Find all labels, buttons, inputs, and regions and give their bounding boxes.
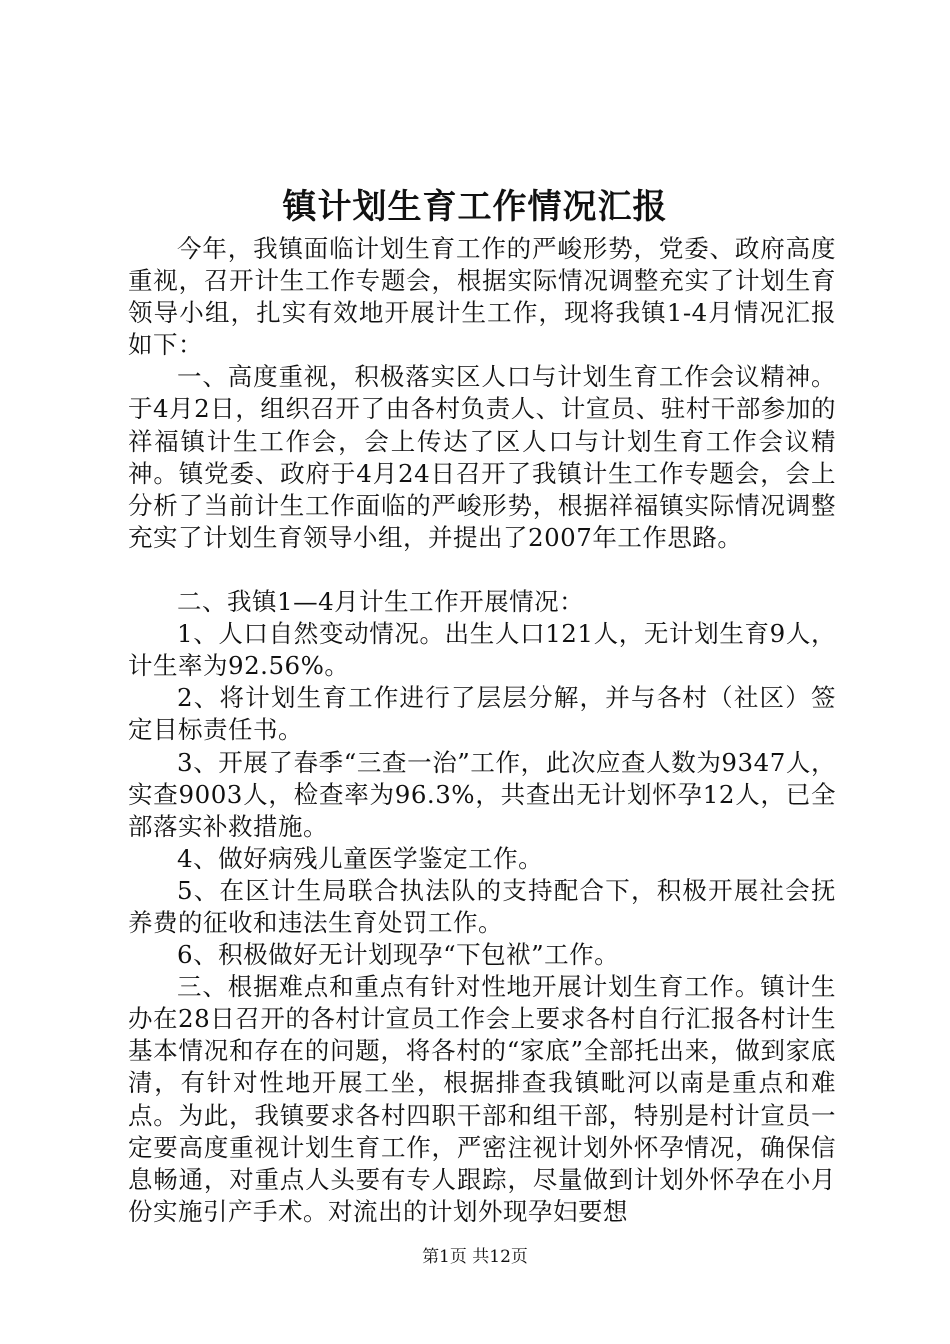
page-footer: 第1页 共12页: [422, 1247, 528, 1267]
item-six-paragraph: 6、积极做好无计划现孕“下包袱”工作。: [177, 940, 620, 970]
section-three-paragraph: 三、根据难点和重点有针对性地开展计划生育工作。镇计生办在28日召开的各村计宣员工作会上要求各村自行汇报各村计生基本情况和存在的问题，将各村的“家底”全部托出来，做到家底清，有针对性地开展工坐，根据排查我镇毗河以南是重点和难点。为此，我镇要求各村四职干部和组干部，特别是村计宣员一定要高度重视计划生育工作，严密注视计划外怀孕情况，确保信息畅通，对重点人头要有专人跟踪，尽量做到计划外怀孕在小月份实施引产手术。对流出的计划外现孕妇要想: [128, 972, 836, 1226]
item-five-paragraph: 5、在区计生局联合执法队的支持配合下，积极开展社会抚养费的征收和违法生育处罚工作。: [128, 875, 836, 937]
section-one-paragraph: 一、高度重视，积极落实区人口与计划生育工作会议精神。于4月2日，组织召开了由各村负责人、计宣员、驻村干部参加的祥福镇计生工作会，会上传达了区人口与计划生育工作会议精神。镇党委、政府于4月24日召开了我镇计生工作专题会，会上分析了当前计生工作面临的严峻形势，根据祥福镇实际情况调整充实了计划生育领导小组，并提出了2007年工作思路。: [128, 362, 836, 552]
item-four-paragraph: 4、做好病残儿童医学鉴定工作。: [177, 843, 544, 873]
intro-paragraph: 今年，我镇面临计划生育工作的严峻形势，党委、政府高度重视，召开计生工作专题会，根据实际情况调整充实了计划生育领导小组，扎实有效地开展计生工作，现将我镇1-4月情况汇报如下：: [128, 234, 836, 360]
section-two-heading: 二、我镇1—4月计生工作开展情况：: [177, 587, 585, 617]
document-body: [128, 233, 836, 1228]
item-two-paragraph: 2、将计划生育工作进行了层层分解，并与各村（社区）签定目标责任书。: [128, 683, 836, 745]
blank-line: [128, 554, 836, 586]
item-three-paragraph: 3、开展了春季“三查一治”工作，此次应查人数为9347人，实查9003人，检查率为96.3%，共查出无计划怀孕12人，已全部落实补救措施。: [128, 747, 836, 841]
item-one-paragraph: 1、人口自然变动情况。出生人口121人，无计划生育9人，计生率为92.56%。: [128, 619, 836, 681]
document-title: 镇计划生育工作情况汇报: [282, 187, 668, 227]
